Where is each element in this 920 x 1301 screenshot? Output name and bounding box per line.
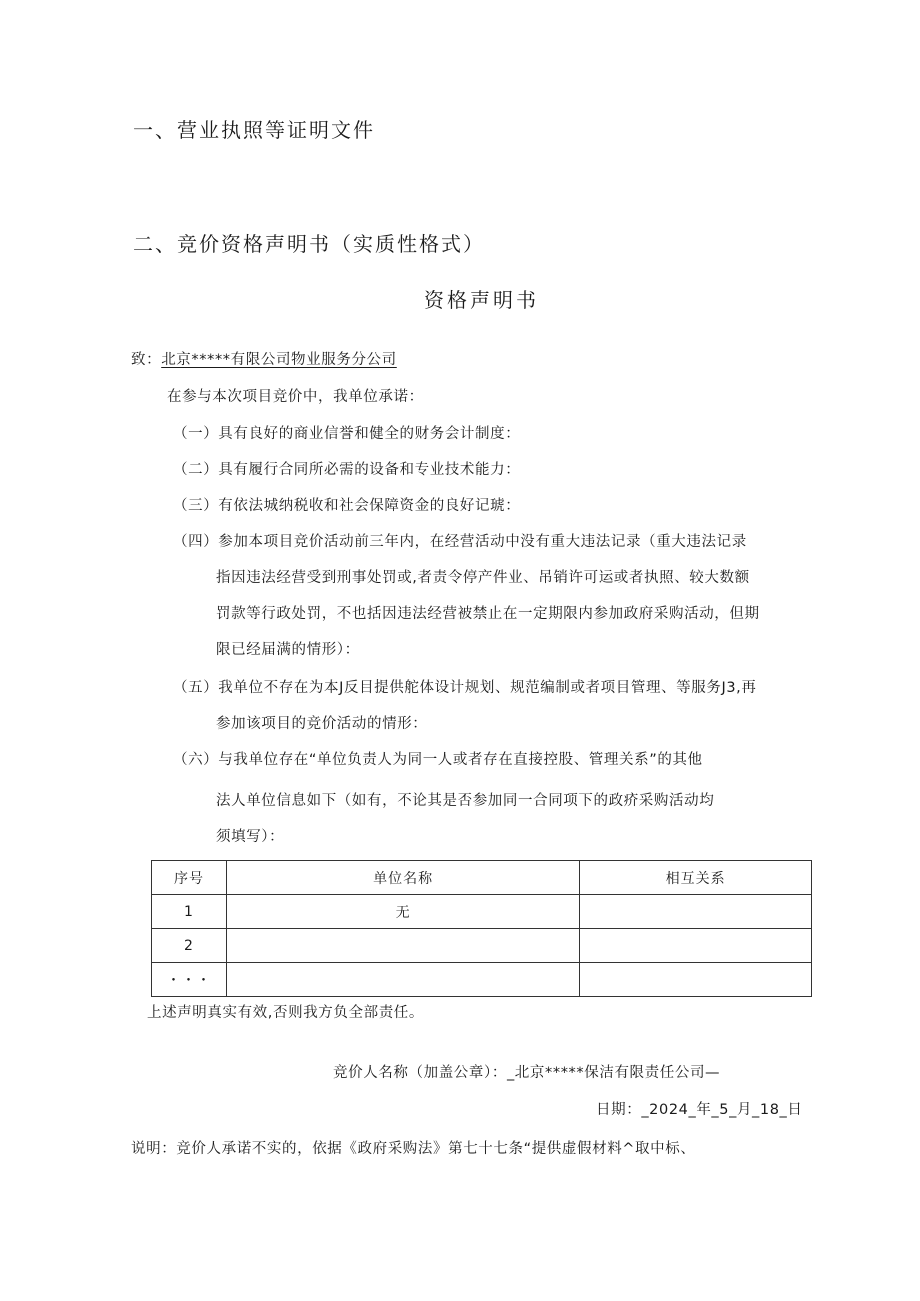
- item-6-line-3: 须填写）：: [216, 829, 285, 845]
- cell-unit-name: 无: [226, 895, 579, 929]
- table-row: [152, 895, 812, 929]
- date-label: 日期：: [596, 1102, 642, 1118]
- item-2: （二）具有履行合同所必需的设备和专业技术能力：: [173, 462, 521, 478]
- item-4-line-2: 指因违法经营受到刑事处罚或,者责令停产件业、吊销许可运或者执照、较大数额: [216, 570, 750, 586]
- signature-line: [333, 1061, 720, 1082]
- header-unit-name: 单位名称: [226, 861, 579, 895]
- item-4-line-3: 罚款等行政处罚，不也括因违法经营被禁止在一定期限内参加政府采购活动，但期: [216, 606, 760, 622]
- item-4-line-4: 限已经届满的情形）：: [216, 642, 360, 658]
- table-row: [152, 929, 812, 963]
- related-entities-table: [151, 860, 812, 997]
- section-heading-1: 一、营业执照等证明文件: [133, 118, 375, 142]
- addressee-name: 北京*****有限公司物业服务分公司: [161, 352, 397, 368]
- date-value: _2024_年_5_月_18_日: [641, 1102, 803, 1118]
- table-header-row: [152, 861, 812, 895]
- cell-relationship: [580, 963, 812, 997]
- signature-label: 竞价人名称（加盖公章）：: [333, 1065, 507, 1081]
- cell-index: ・・・: [152, 963, 227, 997]
- addressee-prefix: 致：: [131, 352, 162, 368]
- header-relationship: 相互关系: [580, 861, 812, 895]
- addressee-line: [131, 348, 397, 369]
- note-text: 说明：竞价人承诺不实的，依据《政府采购法》第七十七条“提供虚假材料^取中标、: [131, 1141, 696, 1157]
- cell-index: 1: [152, 895, 227, 929]
- cell-index: 2: [152, 929, 227, 963]
- cell-unit-name: [226, 963, 579, 997]
- signature-name: _北京*****保洁有限责任公司—: [506, 1065, 721, 1081]
- document-title: 资格声明书: [424, 288, 539, 312]
- item-4-line-1: （四）参加本项目竞价活动前三年内，在经营活动中没有重大违法记录（重大违法记录: [173, 534, 747, 550]
- item-5-line-2: 参加该项目的竞价活动的情形：: [216, 716, 428, 732]
- cell-relationship: [580, 895, 812, 929]
- section-heading-2: 二、竞价资格声明书（实质性格式）: [133, 232, 485, 256]
- item-3: （三）有依法城纳税收和社会保障资金的良好记琥：: [173, 498, 521, 514]
- table-row: [152, 963, 812, 997]
- item-5-line-1: （五）我单位不存在为本J反目提供舵体设计规划、规范编制或者项目管理、等服务J3,再: [173, 680, 757, 696]
- item-1: （一）具有良好的商业信誉和健全的财务会计制度：: [173, 426, 521, 442]
- cell-relationship: [580, 929, 812, 963]
- header-index: 序号: [152, 861, 227, 895]
- cell-unit-name: [226, 929, 579, 963]
- declaration-text: 上述声明真实有效,否则我方负全部责任。: [147, 1005, 425, 1021]
- item-6-line-1: （六）与我单位存在“单位负责人为同一人或者存在直接控股、管理关系”的其他: [173, 752, 703, 768]
- item-6-line-2: 法人单位信息如下（如有，不论其是否参加同一合同项下的政疥采购活动均: [216, 793, 715, 809]
- intro-text: 在参与本次项目竞价中，我单位承诺：: [167, 389, 424, 405]
- date-line: [596, 1098, 803, 1119]
